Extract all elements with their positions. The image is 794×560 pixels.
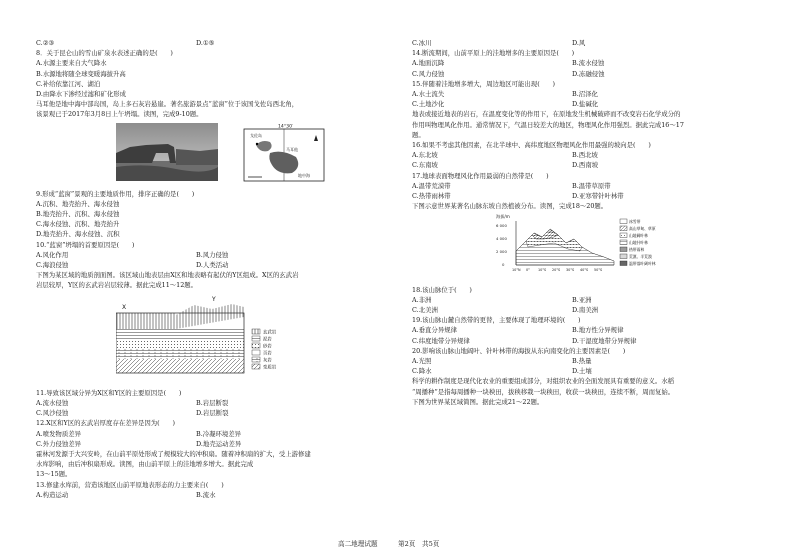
- y-tick: 6 000: [496, 223, 507, 229]
- option: B.温带草原带: [572, 181, 611, 190]
- option: B.岩层断裂: [196, 399, 229, 408]
- option: D.土壤: [572, 367, 592, 376]
- option: A.光照: [412, 357, 432, 366]
- passage-line: 地表或接近地表的岩石，在温度变化等的作用下，在原地发生机械破碎而不改变岩石化学成分的: [412, 110, 681, 119]
- question-14: 14.断流期间，山前平原上的洼地增多的主要原因是( ): [412, 49, 575, 58]
- passage-line: 霍林河发源于大兴安岭，在山前平原处形成了规模较大的冲积扇。随着冲积扇的扩大，受上游修建: [36, 450, 311, 459]
- x-tick: 10°N: [512, 268, 521, 273]
- question-9: 9.形成“蓝窗”景观的主要地质作用，排序正确的是( ): [36, 189, 195, 198]
- option: A.水土流失: [412, 90, 445, 99]
- passage-line: 13～15题。: [36, 470, 72, 479]
- option: B.流水侵蚀: [572, 59, 605, 68]
- passage-line: 岩层较厚，Y区的玄武岩岩层较薄。据此完成11～12题。: [36, 281, 198, 290]
- left-column: [36, 38, 388, 500]
- option: A.沉积、地壳抬升、海水侵蚀: [36, 199, 120, 208]
- option: D.地壳抬升、海水侵蚀、沉积: [36, 230, 120, 239]
- option: A.非洲: [412, 295, 432, 304]
- option: D.西南坡: [572, 161, 599, 170]
- x-tick: 40°S: [580, 268, 589, 273]
- legend-shale: 页岩: [263, 351, 272, 357]
- map-label-sea: 地中海: [298, 172, 310, 178]
- y-tick: 2 000: [496, 249, 507, 255]
- option: A.水源主要来自大气降水: [36, 59, 107, 68]
- option: D.人类活动: [196, 261, 229, 270]
- question-11: 11.导致该区域分异为X区和Y区的主要原因是( ): [36, 388, 182, 397]
- question-8: 8．关于昆仑山的雪山矿泉水表述正确的是( ): [36, 49, 173, 58]
- legend-item: 山地阔叶林: [629, 233, 648, 239]
- option: C.热带雨林带: [412, 192, 451, 201]
- label-y: Y: [212, 295, 216, 303]
- right-column: [412, 38, 764, 407]
- passage-line: 科学的耕作制度是现代化农业的重要组成部分，对组织农业的全面发展具有重要的意义。水稻: [412, 377, 675, 386]
- legend-item: 冰雪带: [629, 219, 641, 225]
- option: B.热量: [572, 357, 592, 366]
- passage-line: 水库影响，由后冲积扇形成。读图，由山前平原上的洼地增多增大。据此完成: [36, 460, 254, 469]
- option: D.冻融侵蚀: [572, 69, 605, 78]
- passage-line: 下图为世界某区域简图。据此完成21～22题。: [412, 397, 544, 406]
- option: B.地方性分异规律: [572, 326, 624, 335]
- question-10: 10.“蓝窗”坍塌的首要原因是( ): [36, 240, 135, 249]
- option: D.地壳运动差异: [196, 439, 242, 448]
- option: D.干湿度地带分异规律: [572, 336, 637, 345]
- option: C.纬度地带分异规律: [412, 336, 470, 345]
- legend-item: 高山草甸、草原: [629, 226, 656, 232]
- malta-map: [236, 123, 328, 185]
- option: C.东南坡: [412, 161, 438, 170]
- option: A.垂直分异规律: [412, 326, 457, 335]
- option: C.外力侵蚀差异: [36, 439, 82, 448]
- option: C.海水侵蚀、沉积、地壳抬升: [36, 220, 120, 229]
- chart-legend: [620, 219, 656, 266]
- option: D.由降水下渗经过滤和矿化形成: [36, 90, 127, 99]
- option: D.南美洲: [572, 306, 599, 315]
- geologic-legend: [252, 328, 277, 370]
- option: C.风沙侵蚀: [36, 409, 69, 418]
- option: C.土地沙化: [412, 100, 445, 109]
- vegetation-profile-chart: [494, 213, 694, 277]
- option: A.东北坡: [412, 151, 438, 160]
- map-label-malta: 马耳他: [286, 146, 298, 152]
- text-line: D.①⑤: [196, 39, 215, 47]
- legend-mudstone: 泥岩: [263, 337, 272, 343]
- blue-window-figure: [116, 123, 388, 185]
- option: C.海浪侵蚀: [36, 261, 69, 270]
- blue-window-photo: [116, 123, 218, 181]
- chart-ylabel: 海拔/m: [496, 214, 510, 220]
- option: C.补给依靠江河、湖泊: [36, 79, 101, 88]
- passage-line: 下图示意世界某著名山脉东坡自然植被分布。读图，完成18～20题。: [412, 202, 608, 211]
- option: B.沼泽化: [572, 90, 598, 99]
- passage-line: 下图为某区域的地质剖面图。该区域山地表层由X区和地表略有起伏的Y区组成。X区的玄武岩: [36, 271, 299, 280]
- question-16: 16.如果不考虑其他因素，在北半球中、高纬度地区物理风化作用最强的坡向是( ): [412, 141, 651, 150]
- legend-basalt: 玄武岩: [263, 330, 277, 336]
- question-12: 12.X区和Y区的玄武岩厚度存在差异是因为( ): [36, 419, 175, 428]
- option: D.风: [572, 39, 586, 47]
- geologic-profile-figure: [116, 295, 306, 379]
- basalt-layer-y: [176, 304, 244, 329]
- legend-item: 热带雨林: [629, 247, 645, 253]
- question-18: 18.该山脉位于( ): [412, 285, 472, 294]
- option: B.风力侵蚀: [196, 250, 229, 259]
- y-tick: 0: [502, 262, 505, 268]
- y-tick: 4 000: [496, 236, 507, 242]
- map-label-gozo: 戈佐岛: [250, 132, 262, 138]
- option: C.降水: [412, 367, 432, 376]
- x-tick: 10°S: [538, 268, 547, 273]
- basalt-layer-x: [116, 313, 176, 329]
- passage-line: 该景观已于2017年3月8日上午坍塌。读图，完成9-10题。: [36, 110, 203, 119]
- legend-item: 山地针叶林: [629, 240, 648, 246]
- option: A.风化作用: [36, 250, 69, 259]
- footer-title: 高二地理试题: [338, 540, 378, 548]
- option: B.流水: [196, 490, 216, 499]
- option: B.地壳抬升、沉积、海水侵蚀: [36, 210, 120, 219]
- footer-page-number: 第2页 共5页: [398, 540, 440, 548]
- question-17: 17.地球表面物理风化作用最弱的自然带是( ): [412, 171, 549, 180]
- question-13: 13.修建水库前，营造该地区山前平原地表形态的力主要来自( ): [36, 480, 224, 489]
- x-tick: 0°: [526, 268, 530, 273]
- legend-metamorphic: 变质岩: [263, 365, 277, 371]
- legend-sandstone: 砂岩: [263, 344, 272, 350]
- x-tick: 50°S: [594, 268, 603, 273]
- option: B.西北坡: [572, 151, 598, 160]
- map-longitude: 14°30′: [278, 124, 294, 130]
- text-line: C.②③: [36, 39, 55, 47]
- question-15: 15.伴随着洼地增多增大，周边地区可能出现( ): [412, 79, 555, 88]
- passage-line: 作用叫物理风化作用。通常情况下，气温日较差大的地区，物理风化作用强烈。据此完成16～17: [412, 120, 684, 129]
- option: A.温带荒漠带: [412, 181, 451, 190]
- x-tick: 30°S: [566, 268, 575, 273]
- passage-line: 马耳他是地中海中部岛国，岛上多石灰岩悬崖。著名旅游景点“蓝窗”位于该国戈佐岛西北角，: [36, 100, 299, 109]
- option: A.构造运动: [36, 490, 69, 499]
- option: D.亚寒带针叶林带: [572, 192, 624, 201]
- option: C.冰川: [412, 39, 432, 47]
- option: A.喷发物质差异: [36, 429, 81, 438]
- option: C.北美洲: [412, 306, 438, 315]
- question-19: 19.该山脉山麓自然带的更替，主要体现了地理环境的( ): [412, 316, 581, 325]
- option: D.岩层断裂: [196, 409, 229, 418]
- passage-line: “周播种”是指每周播种一块秧田，拔秧移栽一块秧田，收获一块秧田，连续不断，周而复始。: [412, 387, 675, 396]
- passage-line: 题。: [412, 130, 425, 139]
- label-x: X: [122, 303, 127, 311]
- legend-item: 荒漠、半荒漠: [629, 254, 652, 260]
- option: B.亚洲: [572, 295, 592, 304]
- legend-limestone: 灰岩: [263, 358, 272, 364]
- option: A.流水侵蚀: [36, 399, 69, 408]
- option: B.冷凝环境差异: [196, 429, 242, 438]
- legend-item: 温带落叶阔叶林: [629, 261, 656, 267]
- option: B.水源地将随全球变暖海拔升高: [36, 69, 126, 78]
- question-20: 20.影响该山脉山地阔叶、针叶林带的海拔从东向南变化的主要因素是( ): [412, 346, 626, 355]
- blue-window-marker: [256, 142, 258, 144]
- x-tick: 20°S: [552, 268, 561, 273]
- option: A.地面沉降: [412, 59, 445, 68]
- option: D.盐碱化: [572, 100, 599, 109]
- option: C.风力侵蚀: [412, 69, 445, 78]
